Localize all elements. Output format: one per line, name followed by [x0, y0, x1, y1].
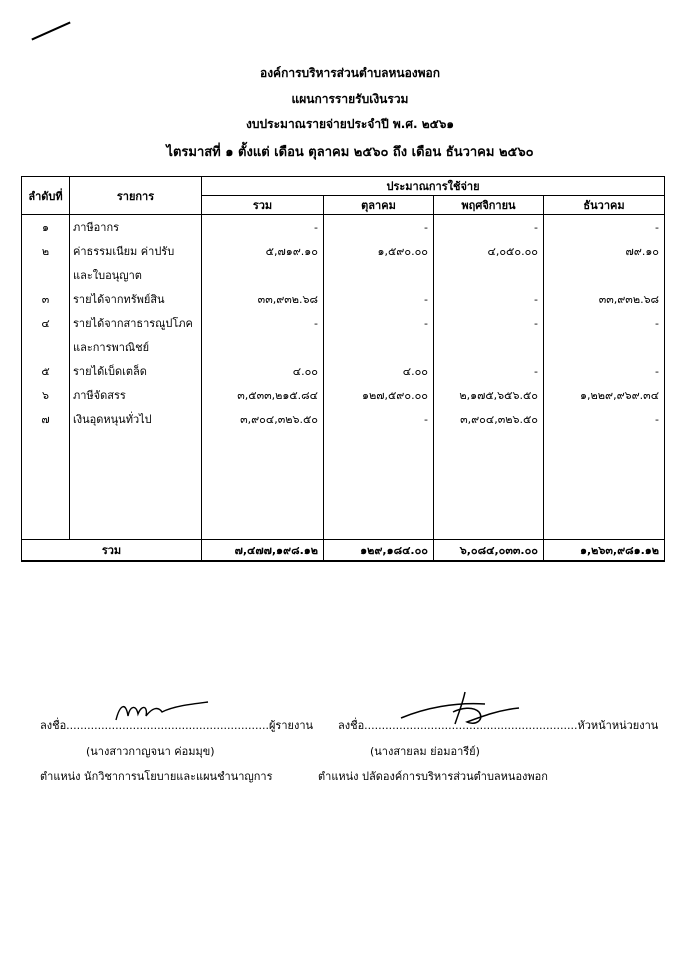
- row-month-1: -: [324, 407, 434, 431]
- col-header-month-1: ตุลาคม: [324, 196, 434, 215]
- row-month-1: ๑,๕๙๐.๐๐: [324, 239, 434, 263]
- row-total: -: [202, 311, 324, 335]
- row-no: ๓: [22, 287, 70, 311]
- total-label: รวม: [22, 540, 202, 562]
- row-total: [202, 263, 324, 287]
- total-row: [22, 540, 665, 562]
- row-month-2: [434, 263, 544, 287]
- row-item: รายได้เบ็ดเตล็ด: [70, 359, 202, 383]
- table-row: [22, 383, 665, 407]
- row-item: และการพาณิชย์: [70, 335, 202, 359]
- plan-title: แผนการรายรับเงินรวม: [291, 92, 409, 106]
- col-header-item: รายการ: [70, 177, 202, 215]
- table-row: [22, 311, 665, 335]
- row-no: ๖: [22, 383, 70, 407]
- row-total: -: [202, 215, 324, 240]
- row-month-3: [544, 263, 665, 287]
- row-total: ๔.๐๐: [202, 359, 324, 383]
- row-total: ๓๓,๙๓๒.๖๘: [202, 287, 324, 311]
- row-item: ภาษีอากร: [70, 215, 202, 240]
- col-header-month-3: ธันวาคม: [544, 196, 665, 215]
- head-signature-line: ลงชื่อ.............................................................หัวหน้าหน่วยงาน: [338, 719, 659, 732]
- row-month-1: -: [324, 287, 434, 311]
- row-month-1: [324, 335, 434, 359]
- row-total: [202, 335, 324, 359]
- row-month-3: -: [544, 407, 665, 431]
- row-no: [22, 335, 70, 359]
- row-month-3: -: [544, 215, 665, 240]
- table-row: [22, 239, 665, 263]
- row-month-2: -: [434, 215, 544, 240]
- row-item: เงินอุดหนุนทั่วไป: [70, 407, 202, 431]
- row-month-1: -: [324, 215, 434, 240]
- row-item: ค่าธรรมเนียม ค่าปรับ: [70, 239, 202, 263]
- row-no: ๕: [22, 359, 70, 383]
- col-header-month-2: พฤศจิกายน: [434, 196, 544, 215]
- row-month-2: -: [434, 359, 544, 383]
- row-month-2: -: [434, 287, 544, 311]
- table-row: [22, 263, 665, 287]
- table-row: [22, 407, 665, 431]
- row-month-3: [544, 335, 665, 359]
- table-row: [22, 359, 665, 383]
- row-item: และใบอนุญาต: [70, 263, 202, 287]
- revenue-table: [21, 176, 665, 562]
- total-month-3: ๑,๒๖๓,๙๘๑.๑๒: [544, 540, 665, 562]
- row-month-2: ๓,๙๐๔,๓๒๖.๕๐: [434, 407, 544, 431]
- row-month-1: ๔.๐๐: [324, 359, 434, 383]
- col-header-total: รวม: [202, 196, 324, 215]
- pen-mark: [31, 22, 70, 41]
- row-month-3: -: [544, 359, 665, 383]
- row-item: รายได้จากสาธารณูปโภค: [70, 311, 202, 335]
- row-month-1: ๑๒๗,๕๙๐.๐๐: [324, 383, 434, 407]
- row-total: ๓,๙๐๔,๓๒๖.๕๐: [202, 407, 324, 431]
- row-no: ๗: [22, 407, 70, 431]
- row-total: ๓,๕๓๓,๒๑๕.๘๔: [202, 383, 324, 407]
- head-name: (นางสายลม ย่อมอารีย์): [370, 745, 480, 758]
- row-no: [22, 263, 70, 287]
- row-item: รายได้จากทรัพย์สิน: [70, 287, 202, 311]
- total-sum: ๗,๔๗๗,๑๙๘.๑๒: [202, 540, 324, 562]
- total-month-2: ๖,๐๘๔,๐๓๓.๐๐: [434, 540, 544, 562]
- row-month-1: -: [324, 311, 434, 335]
- reporter-position: ตำแหน่ง นักวิชาการนโยบายและแผนชำนาญการ: [40, 770, 273, 783]
- budget-year: งบประมาณรายจ่ายประจำปี พ.ศ. ๒๕๖๑: [246, 117, 454, 131]
- row-item: ภาษีจัดสรร: [70, 383, 202, 407]
- table-row: [22, 287, 665, 311]
- row-no: ๒: [22, 239, 70, 263]
- table-row: [22, 335, 665, 359]
- row-month-3: ๗๙.๑๐: [544, 239, 665, 263]
- quarter-period: ไตรมาสที่ ๑ ตั้งแต่ เดือน ตุลาคม ๒๕๖๐ ถึง เดือน ธันวาคม ๒๕๖๐: [166, 145, 534, 160]
- row-month-3: -: [544, 311, 665, 335]
- reporter-name: (นางสาวกาญจนา ค่อมมุข): [86, 745, 215, 758]
- row-month-2: ๔,๐๕๐.๐๐: [434, 239, 544, 263]
- row-month-2: [434, 335, 544, 359]
- total-month-1: ๑๒๙,๑๘๔.๐๐: [324, 540, 434, 562]
- col-header-group: ประมาณการใช้จ่าย: [202, 177, 665, 196]
- row-month-3: ๑,๒๒๙,๙๖๙.๓๔: [544, 383, 665, 407]
- row-month-3: ๓๓,๙๓๒.๖๘: [544, 287, 665, 311]
- col-header-no: ลำดับที่: [22, 177, 70, 215]
- table-row: [22, 215, 665, 240]
- row-month-1: [324, 263, 434, 287]
- row-total: ๕,๗๑๙.๑๐: [202, 239, 324, 263]
- head-position: ตำแหน่ง ปลัดองค์การบริหารส่วนตำบลหนองพอก: [318, 770, 548, 783]
- row-no: ๔: [22, 311, 70, 335]
- table-spacer: [22, 431, 665, 540]
- row-month-2: -: [434, 311, 544, 335]
- row-month-2: ๒,๑๗๕,๖๕๖.๕๐: [434, 383, 544, 407]
- org-name: องค์การบริหารส่วนตำบลหนองพอก: [259, 66, 441, 80]
- reporter-signature-line: ลงชื่อ..........................................................ผู้รายงาน: [40, 719, 314, 732]
- row-no: ๑: [22, 215, 70, 240]
